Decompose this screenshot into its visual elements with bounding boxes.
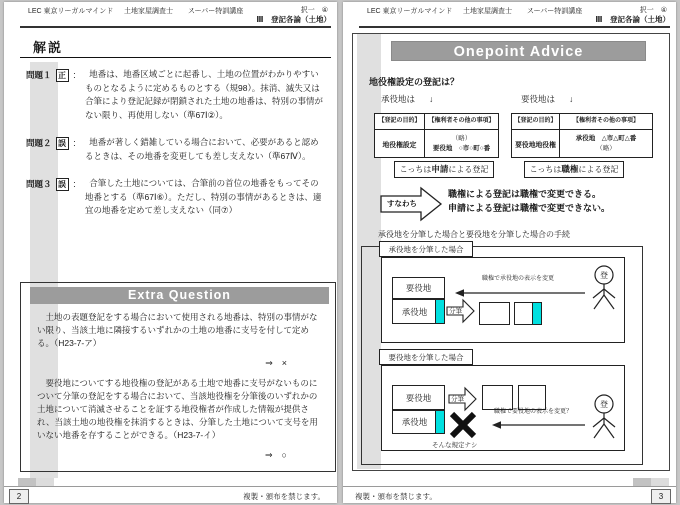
strip-end-decoration [18, 478, 36, 486]
tag-text: こっちは [399, 165, 432, 174]
footer-rule [4, 486, 337, 487]
easement-area-highlight [435, 411, 444, 433]
header-tag-line1: 択一 ④ [300, 7, 328, 14]
strip-end-decoration [651, 478, 669, 486]
footer-rule [343, 486, 676, 487]
col-title-text: 承役地は [381, 94, 416, 104]
down-arrow-icon: ↓ [569, 94, 574, 104]
program-text: スーパー特訓講座 [527, 8, 583, 15]
extra-question-text-2: 要役地についてする地役権の登記がある土地で地番に支号がないものについて分筆の登記をする場合において、当該地役権を分筆後のいずれかの土地について消滅させることを証する地役権者が作成した情報が提供され、当該土地の地役権を抹消するときは、分筆した土地について支号を用いない地番を存することができる。（H23-7-イ） [37, 378, 318, 440]
header-rule [359, 26, 670, 28]
parcel-label: 承役地 [401, 417, 428, 427]
verdict-box: 誤 [56, 137, 69, 150]
tag-bold-text: 職権 [561, 164, 579, 174]
verdict-box: 誤 [56, 178, 69, 191]
verdict-box: 正 [56, 69, 69, 82]
header-tag-line2: Ⅲ 登記各論（土地） [595, 15, 670, 24]
copyright-notice: 複製・頒布を禁じます。 [243, 492, 325, 501]
table-cell-rights [560, 130, 652, 157]
diagram2-box [381, 365, 625, 451]
table-line: 要役地 ○市○町○番 [432, 144, 491, 152]
strip-end-decoration [633, 478, 651, 486]
section-title: 解説 [33, 40, 64, 55]
authority-registration-tag [524, 161, 624, 178]
rule-line-1: 職権による登記は職権で変更できる。 [448, 189, 602, 199]
parcel-label: 承役地 [401, 306, 428, 317]
servient-parcel [392, 410, 445, 434]
tag-text: による登記 [578, 165, 619, 174]
problem-text: 地番が著しく錯雑している場合において、必要があると認めるときは、その地番を変更しても差し支えない（準67Ⅳ）。 [85, 137, 319, 161]
down-arrow-icon: ↓ [429, 94, 434, 104]
registry-table-dominant [511, 113, 653, 158]
split-label: 分筆 [451, 396, 464, 403]
rule-line-2: 申請による登記は職権で変更できない。 [448, 203, 611, 213]
content-frame [352, 33, 670, 471]
page-right [343, 2, 676, 503]
sunawachi-arrow [379, 185, 443, 223]
problem-row-2 [26, 136, 327, 163]
table-header-rights: 【権利者その他の事項】 [560, 114, 652, 130]
topic-heading: 地役権設定の登記は？ [369, 77, 460, 87]
problem-text: 地番は、地番区域ごとに起番し、土地の位置がわかりやすいものとなるように定めるものとする（規98）。抹消、滅失又は合筆により登記記録が閉鎖された土地の地番は、特別の事情がない限り、再使用しない（準67Ⅰ②）。 [85, 69, 324, 120]
table-header-purpose: 【登記の目的】 [375, 114, 425, 130]
table-line: 承役地 △市△町△番 [575, 134, 637, 142]
table-cell-purpose: 地役権設定 [375, 130, 425, 157]
table-header-rights: 【権利者その他の事項】 [425, 114, 498, 130]
copyright-notice: 複製・頒布を禁じます。 [355, 492, 437, 501]
registrar-stick-figure [589, 394, 619, 442]
split-arrow [446, 298, 476, 324]
dominant-land-title [521, 93, 573, 105]
extra-question-text-1: 土地の表題登記をする場合において使用される地番は、特別の事情がない限り、当該土地に隣接するいずれかの土地の地番に支号を付して定める。（H23-7-ア） [37, 312, 318, 348]
dominant-parcel: 要役地 [392, 385, 445, 410]
extra-question-answer-2: ⇒ ○ [265, 450, 287, 460]
tag-text: による登記 [448, 165, 489, 174]
servient-land-title [381, 93, 433, 105]
table-header-purpose: 【登記の目的】 [512, 114, 560, 130]
page-number: 2 [9, 489, 29, 504]
extra-question-answer-1: ⇒ × [265, 358, 287, 368]
diagram2-tab: 要役地を分筆した場合 [379, 349, 473, 365]
split-arrow [448, 386, 478, 412]
brand-text: LEC 東京リーガルマインド [367, 8, 453, 15]
table-line: （略） [451, 134, 472, 142]
problem-label: 問題３ [26, 179, 52, 189]
result-parcel [514, 302, 542, 325]
arrow-label: 職権で要役地の表示を変更？ [494, 409, 573, 415]
table-line: （略） [596, 144, 616, 152]
sunawachi-label: すなわち [387, 199, 417, 208]
registry-table-servient [374, 113, 499, 158]
header-tag-line2: Ⅲ 登記各論（土地） [256, 15, 331, 24]
registrar-char: 登 [600, 271, 608, 280]
onepoint-advice-banner: Onepoint Advice [391, 41, 646, 61]
easement-area-highlight [435, 300, 444, 323]
page-left [4, 2, 337, 503]
colon: ： [72, 138, 82, 148]
extra-question-content [37, 311, 323, 469]
dominant-parcel: 要役地 [392, 277, 445, 299]
problem-label: 問題１ [26, 70, 52, 80]
registrar-stick-figure [589, 265, 619, 313]
problem-row-3 [26, 177, 327, 218]
page-header [359, 5, 670, 27]
page-header [20, 5, 331, 27]
extra-question-banner: Extra Question [30, 287, 329, 304]
col-title-text: 要役地は [521, 94, 556, 104]
diagram1-box [381, 257, 625, 343]
registrar-char: 登 [600, 400, 608, 409]
colon: ： [72, 70, 82, 80]
course-text: 土地家屋調査士 [124, 8, 173, 15]
problems-list [26, 68, 327, 232]
colon: ： [72, 179, 82, 189]
section-title-rule [20, 57, 331, 58]
left-arrow-icon [455, 285, 585, 295]
tag-text: こっちは [529, 165, 562, 174]
servient-parcel [392, 299, 445, 324]
page-number: 3 [651, 489, 671, 504]
problem-text: 合筆した土地については、合筆前の首位の地番をもってその地番とする（準67Ⅰ⑥）。ただし、特別の事情があるときは、適宜の地番を定めて差し支えない（同⑦） [85, 178, 322, 215]
brand-text: LEC 東京リーガルマインド [28, 8, 114, 15]
program-text: スーパー特訓講座 [188, 8, 244, 15]
problem-row-1 [26, 68, 327, 122]
diagram1-tab: 承役地を分筆した場合 [379, 241, 473, 257]
result-parcel [479, 302, 510, 325]
arrow-label: 職権で承役地の表示を変更 [482, 276, 555, 282]
application-registration-tag [394, 161, 494, 178]
tag-bold-text: 申請 [431, 164, 449, 174]
table-cell-purpose: 要役地地役権 [512, 130, 560, 157]
header-tag-line1: 択一 ④ [639, 7, 667, 14]
split-label: 分筆 [449, 308, 462, 315]
course-text: 土地家屋調査士 [463, 8, 512, 15]
extra-question-box [20, 282, 336, 472]
left-arrow-icon [492, 417, 585, 427]
procedure-title: 承役地を分筆した場合と要役地を分筆した場合の手続 [378, 230, 570, 239]
no-rule-note: そんな規定ナシ [432, 442, 478, 449]
table-cell-rights [425, 130, 498, 157]
header-rule [20, 26, 331, 28]
strip-end-decoration [36, 478, 54, 486]
easement-area-highlight [532, 303, 541, 324]
problem-label: 問題２ [26, 138, 52, 148]
